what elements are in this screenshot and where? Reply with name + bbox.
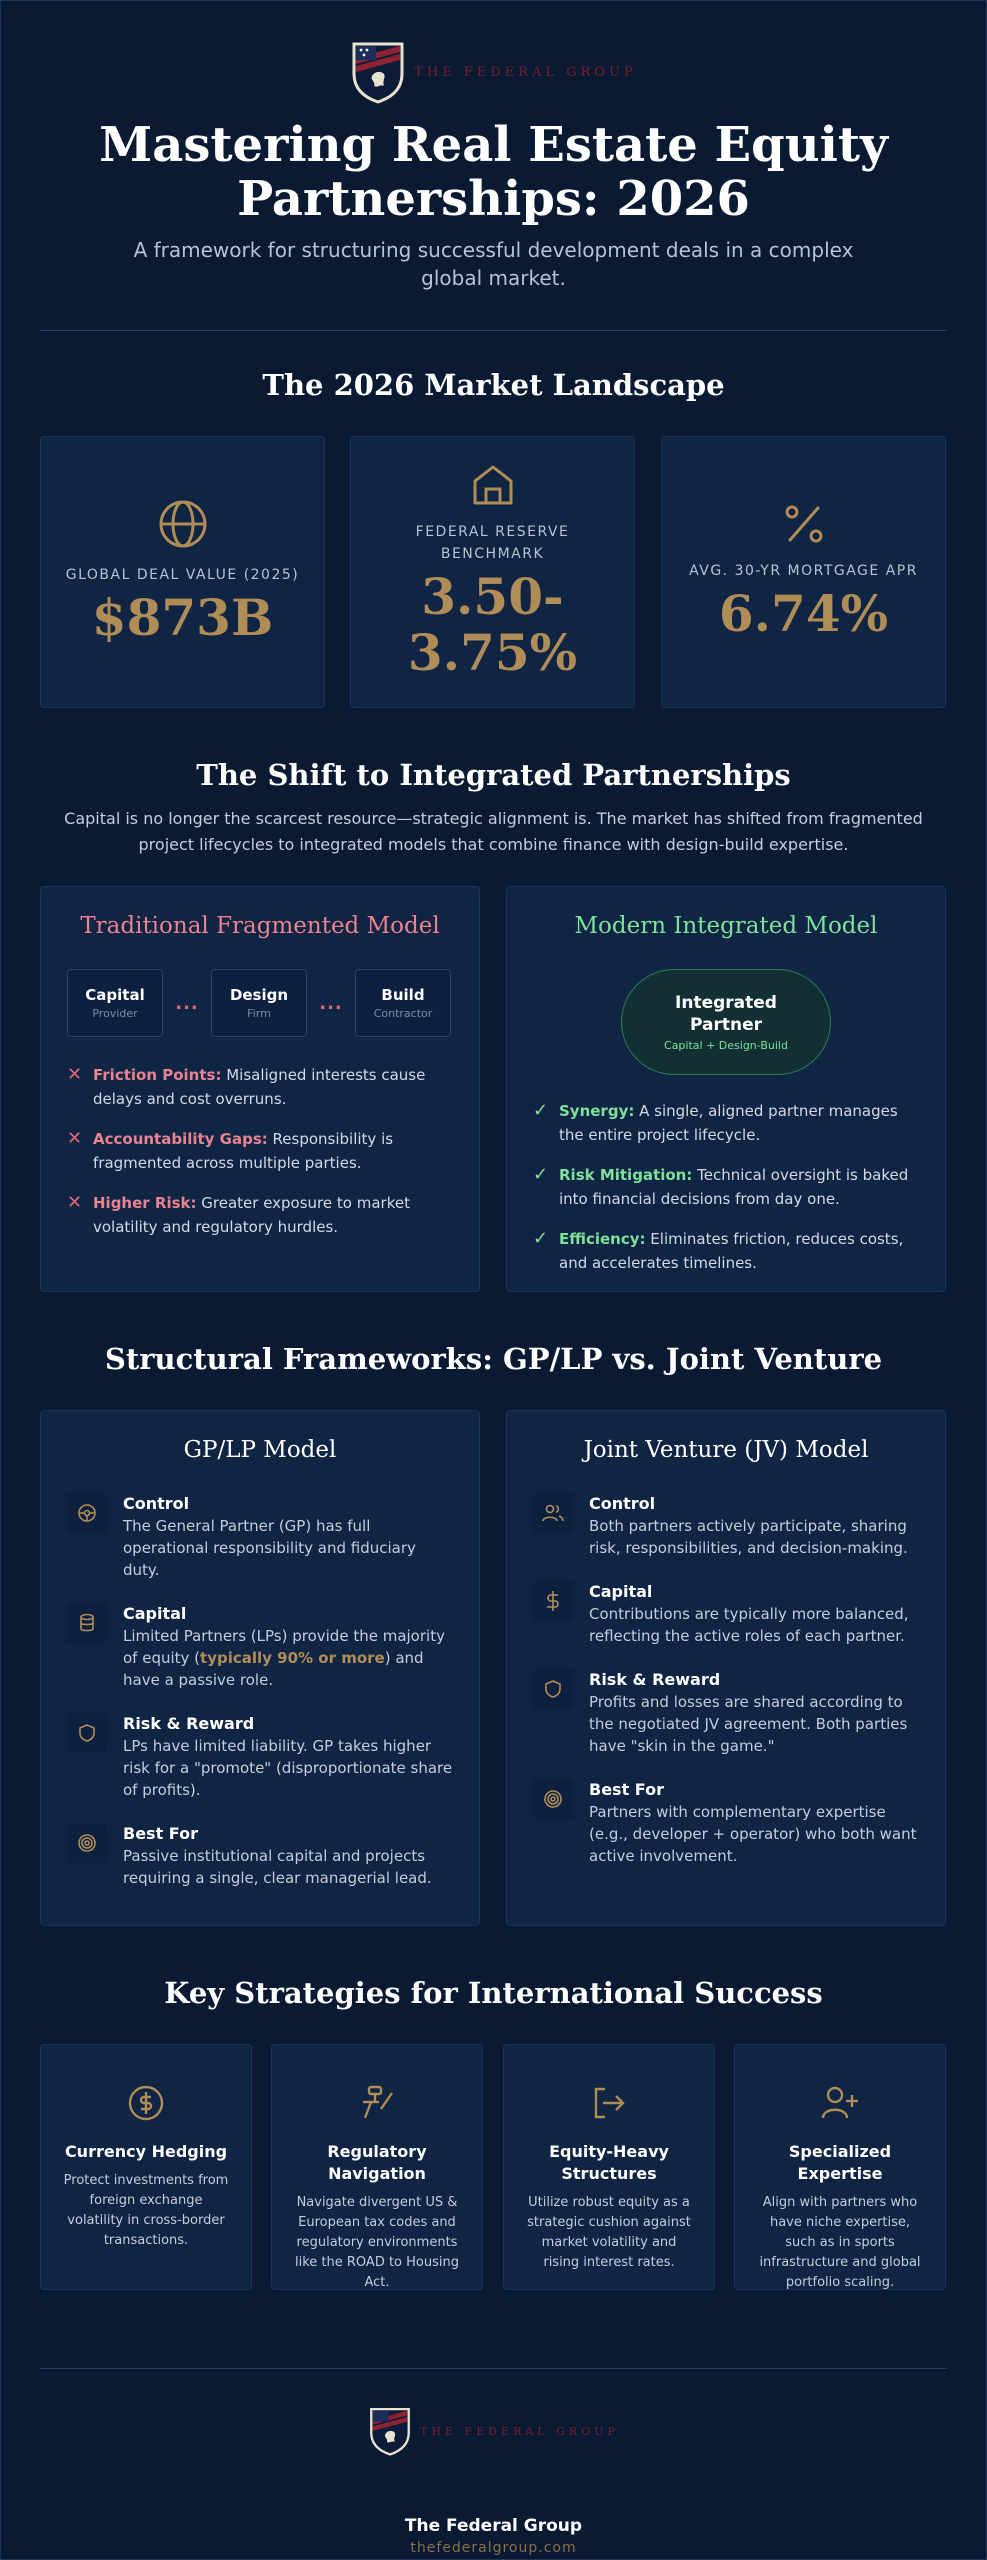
- gplp-model-card: [40, 1410, 480, 1926]
- list-item: [67, 1713, 453, 1801]
- chip-subtitle: Firm: [247, 1007, 271, 1020]
- traditional-points: [67, 1063, 453, 1255]
- chip-title: Design: [229, 986, 289, 1004]
- traditional-model-title: Traditional Fragmented Model: [80, 913, 440, 939]
- dots-connector: ...: [175, 992, 199, 1014]
- item-heading: Best For: [589, 1780, 664, 1799]
- x-icon: ✕: [67, 1128, 83, 1149]
- shield-icon: [533, 1669, 573, 1709]
- point-text: A single, aligned partner manages the entire project lifecycle.: [559, 1102, 898, 1144]
- footer-divider: [40, 2368, 947, 2369]
- logo-wordmark: THE FEDERAL GROUP: [414, 64, 637, 80]
- item-text: Profits and losses are shared according to the negotiated JV agreement. Both parties have "skin in the game.": [589, 1693, 908, 1755]
- exit-icon: [504, 2085, 714, 2121]
- strategy-card-expertise: [734, 2044, 946, 2290]
- list-item: [67, 1493, 453, 1581]
- item-text: Partners with complementary expertise (e.g., developer + operator) who both want active involvement.: [589, 1803, 917, 1865]
- list-item: [533, 1099, 919, 1147]
- item-text: LPs have limited liability. GP takes higher risk for a "promote" (disproportionate share of profits).: [123, 1737, 453, 1799]
- footer-website-link[interactable]: thefederalgroup.com: [410, 2540, 577, 2556]
- shield-icon: [67, 1713, 107, 1753]
- item-heading: Capital: [123, 1604, 187, 1623]
- gplp-title: GP/LP Model: [183, 1437, 337, 1463]
- item-text-start: Limited Partners (LPs) provide the majority of equity (: [123, 1627, 445, 1667]
- signpost-icon: [272, 2085, 482, 2121]
- list-item: [533, 1163, 919, 1211]
- strategy-text: Protect investments from foreign exchange volatility in cross-border transactions.: [63, 2173, 229, 2248]
- check-icon: ✓: [533, 1100, 549, 1121]
- stat-value: $873B: [91, 588, 274, 647]
- item-heading: Control: [589, 1494, 656, 1513]
- equity-highlight: typically 90% or more: [200, 1649, 385, 1667]
- list-item: [533, 1581, 919, 1647]
- frameworks-section-title: Structural Frameworks: GP/LP vs. Joint Venture: [104, 1342, 883, 1376]
- integrated-partner-pill: [621, 969, 831, 1075]
- point-text: Greater exposure to market volatility and regulatory hurdles.: [93, 1194, 410, 1236]
- list-item: [67, 1823, 453, 1889]
- chip-build: [355, 969, 451, 1037]
- strategy-heading: Currency Hedging: [64, 2142, 228, 2161]
- chip-title: Build: [381, 986, 425, 1004]
- list-item: [533, 1227, 919, 1275]
- logo-wordmark: THE FEDERAL GROUP: [420, 2424, 619, 2438]
- list-item: [533, 1669, 919, 1757]
- item-text: Passive institutional capital and projects requiring a single, clear managerial lead.: [123, 1847, 432, 1887]
- item-heading: Best For: [123, 1824, 198, 1843]
- point-text: Responsibility is fragmented across multiple parties.: [93, 1130, 394, 1172]
- shield-logo-icon: [350, 40, 406, 104]
- stat-label: GLOBAL DEAL VALUE (2025): [65, 567, 300, 583]
- item-text-end: ) and have a passive role.: [123, 1649, 424, 1689]
- strategy-text: Navigate divergent US & European tax codes and regulatory environments like the ROAD to Housing Act.: [295, 2195, 459, 2290]
- target-icon: [67, 1823, 107, 1863]
- bank-icon: [471, 463, 515, 507]
- users-icon: [533, 1493, 573, 1533]
- stat-value: 3.50-3.75%: [407, 567, 578, 682]
- strategy-text: Utilize robust equity as a strategic cushion against market volatility and rising interest rates.: [527, 2195, 691, 2270]
- point-label: Risk Mitigation:: [559, 1166, 693, 1184]
- stat-card-deal-value: [40, 436, 325, 708]
- item-heading: Control: [123, 1494, 190, 1513]
- jv-title: Joint Venture (JV) Model: [583, 1437, 869, 1463]
- point-label: Synergy:: [559, 1102, 635, 1120]
- strategy-text: Align with partners who have niche expertise, such as in sports infrastructure and global portfolio scaling.: [759, 2195, 921, 2290]
- point-text: Misaligned interests cause delays and cost overruns.: [93, 1066, 426, 1108]
- item-heading: Capital: [589, 1582, 653, 1601]
- dots-connector: ...: [319, 992, 343, 1014]
- item-heading: Risk & Reward: [123, 1714, 255, 1733]
- list-item: [533, 1779, 919, 1867]
- globe-icon: [157, 498, 209, 550]
- modern-model-card: [506, 886, 946, 1292]
- check-icon: ✓: [533, 1228, 549, 1249]
- stat-value: 6.74%: [718, 584, 889, 643]
- traditional-model-card: [40, 886, 480, 1292]
- strategy-heading: Specialized Expertise: [788, 2142, 892, 2183]
- target-icon: [533, 1779, 573, 1819]
- pill-subtitle: Capital + Design-Build: [664, 1039, 788, 1052]
- stat-card-fed-rate: [350, 436, 635, 708]
- chip-title: Capital: [85, 986, 145, 1004]
- item-heading: Risk & Reward: [589, 1670, 721, 1689]
- item-text: Contributions are typically more balanced, reflecting the active roles of each partner.: [589, 1605, 909, 1645]
- shift-intro: Capital is no longer the scarcest resource—strategic alignment is. The market has shifted from fragmented project lifecycles to integrated models that combine finance with design-build expertise.: [64, 809, 923, 854]
- point-text: Eliminates friction, reduces costs, and accelerates timelines.: [559, 1230, 904, 1272]
- strategy-card-equity: [503, 2044, 715, 2290]
- strategy-card-currency: [40, 2044, 252, 2290]
- header-logo: [0, 40, 987, 104]
- gplp-list: [67, 1493, 453, 1911]
- shield-logo-icon: [368, 2406, 412, 2456]
- modern-points: [533, 1099, 919, 1291]
- stat-label: FEDERAL RESERVE BENCHMARK: [415, 524, 570, 562]
- modern-model-title: Modern Integrated Model: [574, 913, 878, 939]
- footer-company-name: The Federal Group: [404, 2516, 583, 2536]
- stat-card-mortgage-apr: [661, 436, 946, 708]
- page-title: Mastering Real Estate Equity Partnerships: 2026: [99, 117, 888, 227]
- market-section-title: The 2026 Market Landscape: [262, 368, 725, 402]
- currency-icon: [41, 2085, 251, 2121]
- list-item: [67, 1603, 453, 1691]
- chip-subtitle: Provider: [92, 1007, 138, 1020]
- fragmented-chain: [67, 969, 451, 1037]
- chip-subtitle: Contractor: [373, 1007, 433, 1020]
- shift-section-title: The Shift to Integrated Partnerships: [196, 758, 791, 792]
- strategies-section-title: Key Strategies for International Success: [164, 1976, 823, 2010]
- x-icon: ✕: [67, 1064, 83, 1085]
- list-item: [67, 1063, 453, 1111]
- percent-icon: [782, 502, 826, 546]
- item-text: Both partners actively participate, sharing risk, responsibilities, and decision-making.: [589, 1517, 908, 1557]
- point-label: Higher Risk:: [93, 1194, 197, 1212]
- list-item: [67, 1191, 453, 1239]
- item-text: The General Partner (GP) has full operational responsibility and fiduciary duty.: [123, 1517, 416, 1579]
- point-label: Friction Points:: [93, 1066, 222, 1084]
- footer-logo: [0, 2406, 987, 2456]
- point-label: Accountability Gaps:: [93, 1130, 268, 1148]
- list-item: [533, 1493, 919, 1559]
- database-icon: [67, 1603, 107, 1643]
- steering-wheel-icon: [67, 1493, 107, 1533]
- chip-design: [211, 969, 307, 1037]
- strategy-heading: Equity-Heavy Structures: [549, 2142, 669, 2183]
- check-icon: ✓: [533, 1164, 549, 1185]
- list-item: [67, 1127, 453, 1175]
- strategy-card-regulatory: [271, 2044, 483, 2290]
- point-label: Efficiency:: [559, 1230, 646, 1248]
- pill-title: Integrated Partner: [675, 993, 777, 1035]
- x-icon: ✕: [67, 1192, 83, 1213]
- divider: [40, 330, 947, 331]
- user-plus-icon: [735, 2085, 945, 2121]
- stat-label: AVG. 30-YR MORTGAGE APR: [689, 563, 918, 579]
- jv-list: [533, 1493, 919, 1889]
- item-text: [123, 1625, 453, 1691]
- chip-capital: [67, 969, 163, 1037]
- dollar-icon: [533, 1581, 573, 1621]
- point-text: Technical oversight is baked into financial decisions from day one.: [559, 1166, 909, 1208]
- page-subtitle: A framework for structuring successful development deals in a complex global market.: [133, 238, 854, 290]
- strategy-heading: Regulatory Navigation: [327, 2142, 427, 2183]
- jv-model-card: [506, 1410, 946, 1926]
